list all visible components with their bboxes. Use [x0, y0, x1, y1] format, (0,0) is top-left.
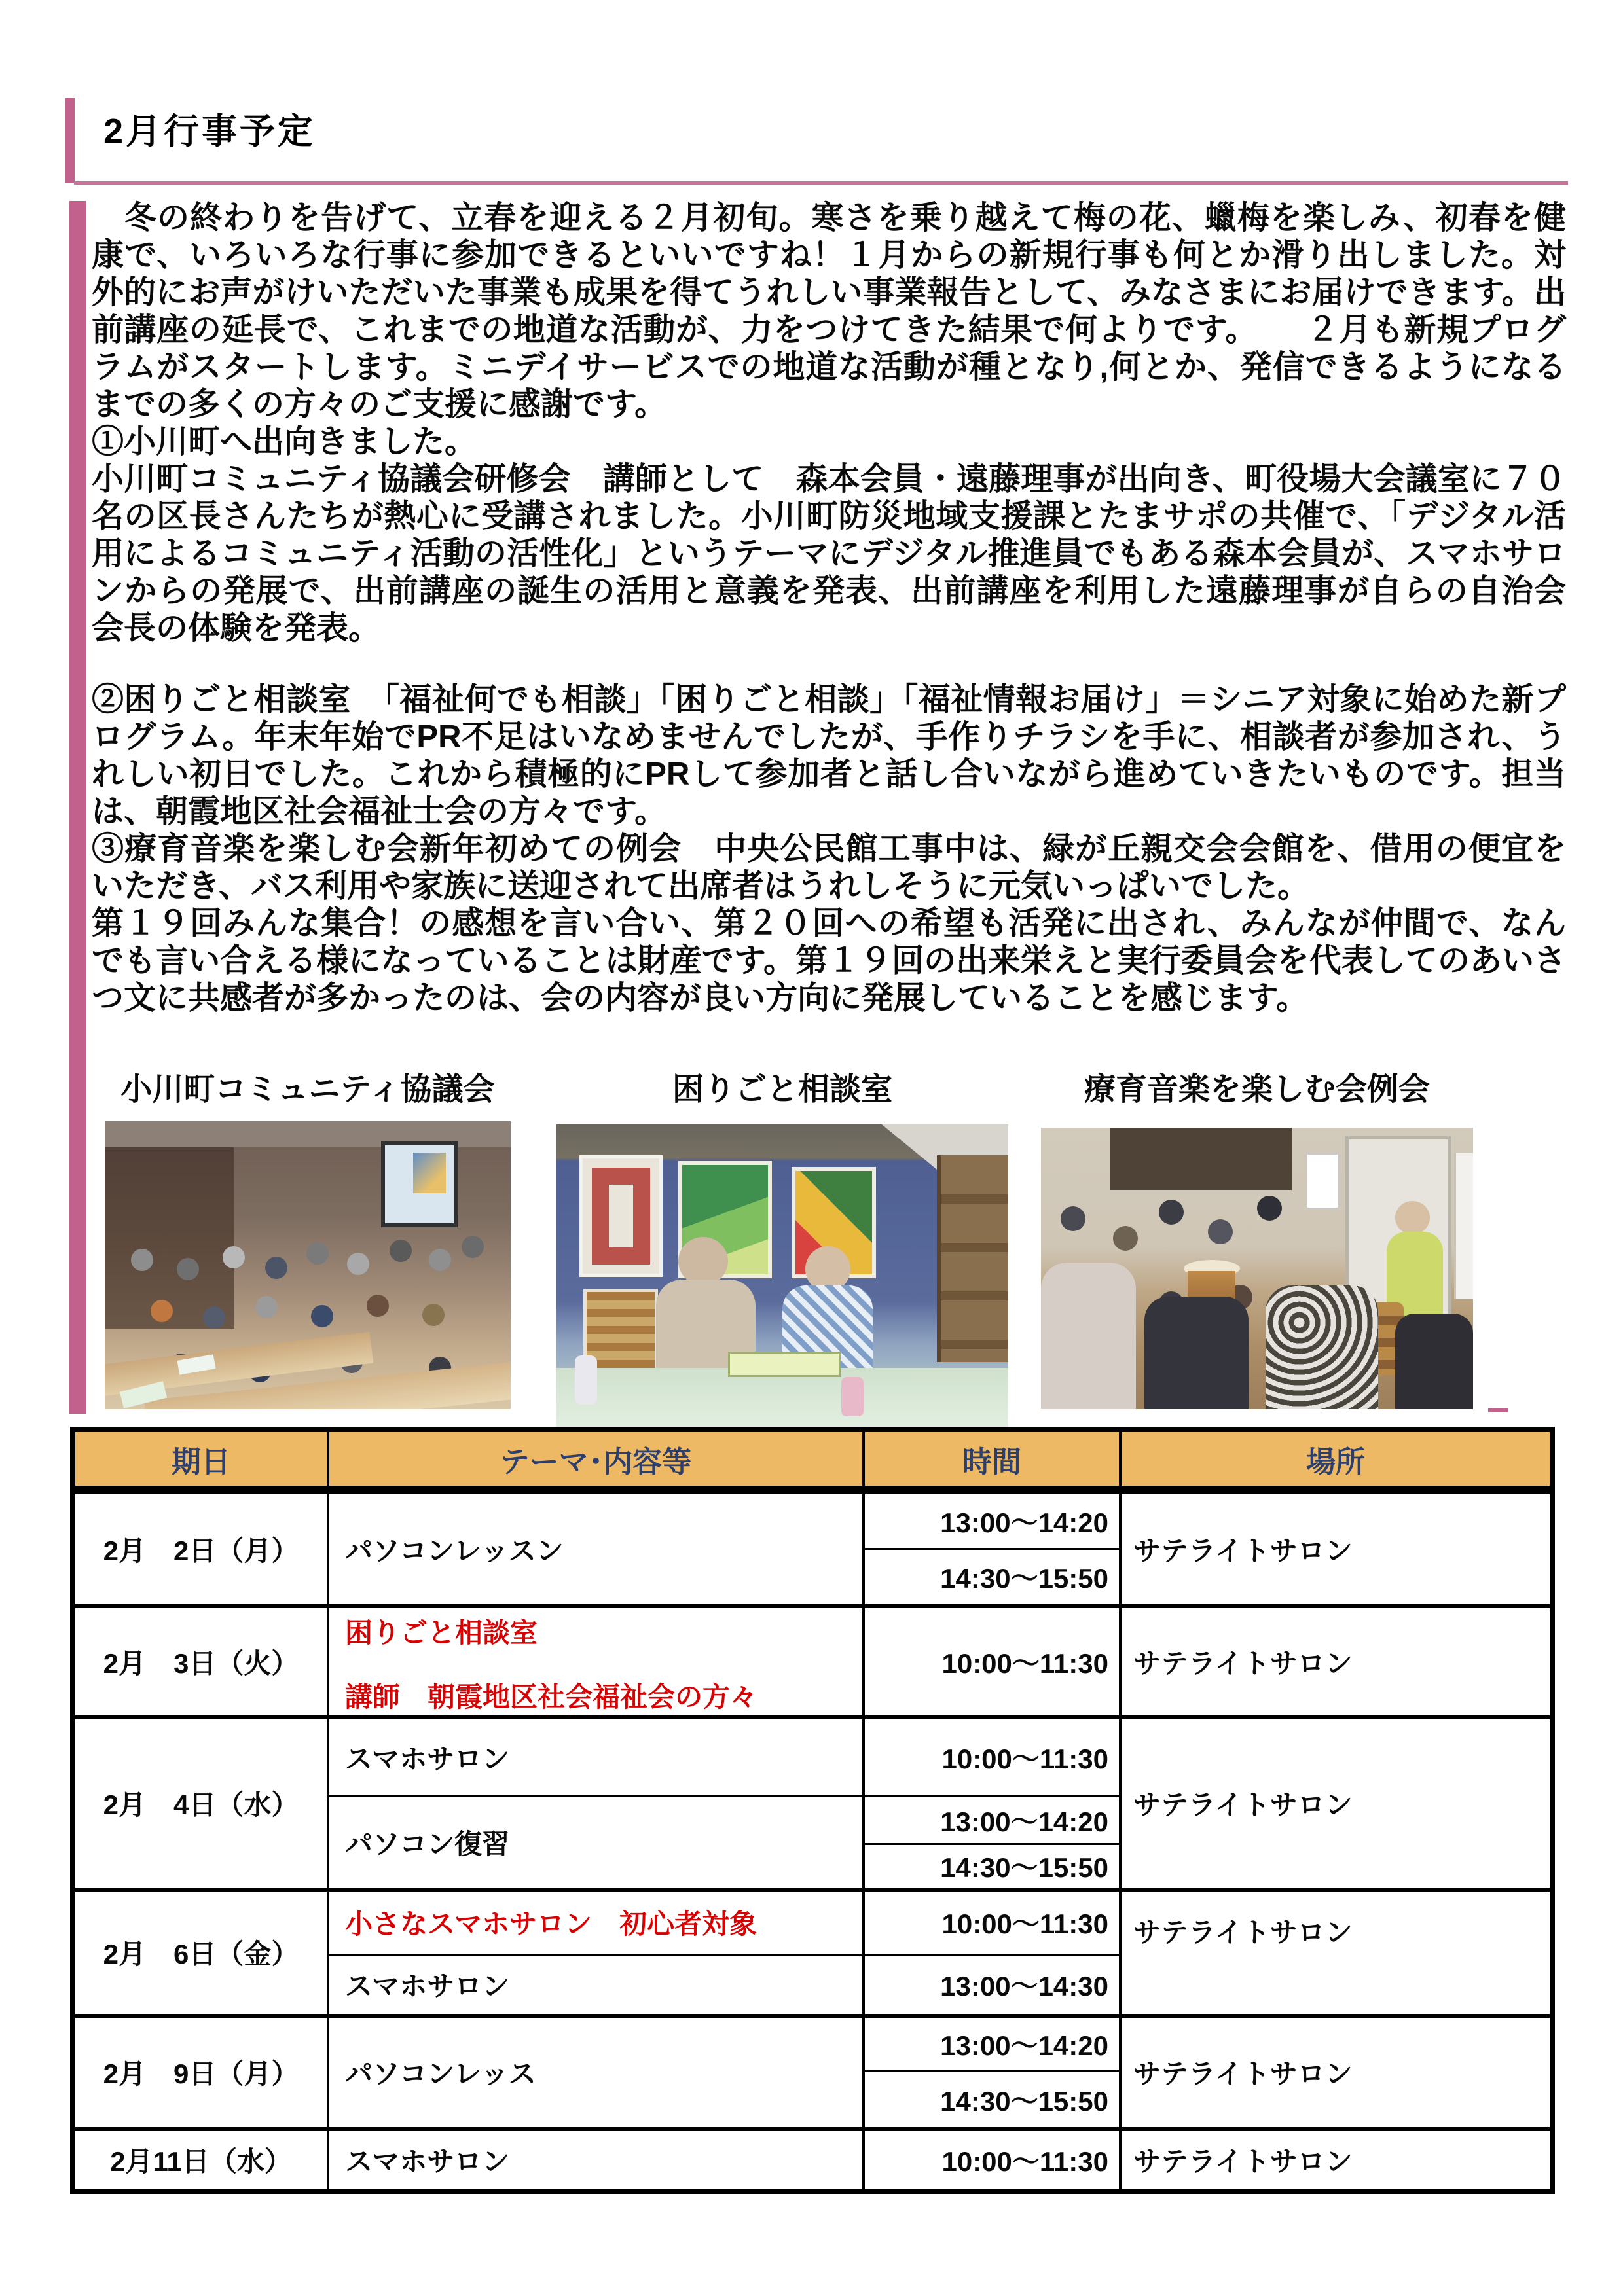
photo1-decor: [105, 1121, 234, 1329]
body-text-block: [92, 200, 1566, 1017]
time-cell: 14:30～15:50: [864, 1844, 1120, 1890]
table-row: [73, 1890, 1552, 1955]
photo2-decor: [841, 1377, 864, 1416]
theme-cell: パソコン復習: [328, 1797, 864, 1890]
time-cell: 13:00～14:20: [864, 1797, 1120, 1844]
photo-ogawamachi-lecture: [105, 1121, 511, 1409]
paragraph-item3a: ③療育音楽を楽しむ会新年初めての例会 中央公民館工事中は、緑が丘親交会会館を、借用の便宜をいただき、バス利用や家族に送迎されて出席者はうれしそうに元気いっぱいでした。: [92, 831, 1566, 904]
time-cell: 13:00～14:30: [864, 1955, 1120, 2016]
place-cell: サテライトサロン: [1120, 1490, 1552, 1606]
date-cell: 2月 6日（金）: [73, 1890, 328, 2016]
date-cell: 2月 2日（月）: [73, 1490, 328, 1606]
column-header-place: 場所: [1120, 1429, 1552, 1490]
table-header-row: [73, 1429, 1552, 1490]
theme-cell: スマホサロン: [328, 1955, 864, 2016]
body-accent-bar: [69, 201, 86, 1414]
theme-cell: パソコンレッス: [328, 2016, 864, 2129]
paragraph-intro: 冬の終わりを告げて、立春を迎える２月初旬。寒さを乗り越えて梅の花、蠟梅を楽しみ、初春を健康で、いろいろな行事に参加できるといいですね！１月からの新規行事も何とか滑り出しました。対外的にお声がけいただいた事業も成果を得てうれしい事業報告として、みなさまにお届けできます。出前講座の延長で、これまでの地道な活動が、力をつけてきた結果で何よりです。 ２月も新規プログラムがスタートします。ミニデイサービスでの地道な活動が種となり,何とか、発信できるようになるまでの多くの方々のご支援に感謝です。: [92, 200, 1566, 422]
page-title: 2月行事予定: [103, 112, 316, 151]
place-cell: サテライトサロン: [1120, 1890, 1552, 2016]
photo2-decor: [937, 1155, 1009, 1362]
time-cell: 13:00～14:20: [864, 2016, 1120, 2072]
photo-caption-ryoiku: 療育音楽を楽しむ会例会: [1084, 1072, 1430, 1107]
title-accent-bar: [65, 98, 75, 183]
place-cell: サテライトサロン: [1120, 1606, 1552, 1717]
photo3-decor: [1306, 1153, 1339, 1210]
title-underline-rule: [74, 181, 1568, 185]
place-cell: サテライトサロン: [1120, 1717, 1552, 1890]
table-row: [73, 1717, 1552, 1797]
photo2-decor: [728, 1352, 841, 1377]
time-cell: 10:00～11:30: [864, 2129, 1120, 2191]
time-cell: 14:30～15:50: [864, 2072, 1120, 2129]
column-header-theme: テーマ･内容等: [328, 1429, 864, 1490]
paragraph-item1-body: 小川町コミュニティ協議会研修会 講師として 森本会員・遠藤理事が出向き、町役場大会議室に７０名の区長さんたちが熱心に受講されました。小川町防災地域支援課とたまサポの共催で、「デジタル活用によるコミュニティ活動の活性化」というテーマにデジタル推進員でもある森本会員が、スマホサロンからの発展で、出前講座の誕生の活用と意義を発表、出前講座を利用した遠藤理事が自らの自治会会長の体験を発表。: [92, 461, 1566, 646]
place-cell: サテライトサロン: [1120, 2016, 1552, 2129]
photo3-decor: [1266, 1285, 1378, 1409]
theme-cell: [328, 1606, 864, 1717]
theme-cell: パソコンレッスン: [328, 1490, 864, 1606]
paragraph-item3b: 第１９回みんな集合！の感想を言い合い、第２０回への希望も活発に出され、みんなが仲間で、なんでも言い合える様になっていることは財産です。第１９回の出来栄えと実行委員会を代表してのあいさつ文に共感者が多かったのは、会の内容が良い方向に発展していることを感じます。: [92, 906, 1566, 1016]
photo3-decor: [1041, 1263, 1136, 1409]
table-row: [73, 2129, 1552, 2191]
theme-line: 講師 朝霞地区社会福祉会の方々: [345, 1681, 758, 1712]
paragraph-item1-heading: ①小川町へ出向きました。: [92, 424, 477, 459]
photo3-decor: [1395, 1314, 1473, 1409]
photo3-decor: [1061, 1206, 1085, 1231]
photo3-decor: [1454, 1153, 1473, 1300]
time-cell: 13:00～14:20: [864, 1490, 1120, 1549]
photo3-decor: [1110, 1128, 1292, 1190]
theme-cell: スマホサロン: [328, 1717, 864, 1797]
paragraph-item2: ②困りごと相談室 「福祉何でも相談」「困りごと相談」「福祉情報お届け」＝シニア対象に始めた新プログラム。年末年始でPR不足はいなめませんでしたが、手作りチラシを手に、相談者が参加され、うれしい初日でした。これから積極的にPRして参加者と話し合いながら進めていきたいものです。担当は、朝霞地区社会福祉士会の方々です。: [92, 682, 1566, 829]
photo2-decor: [575, 1355, 598, 1404]
date-cell: 2月 9日（月）: [73, 2016, 328, 2129]
time-cell: 10:00～11:30: [864, 1717, 1120, 1797]
time-cell: 10:00～11:30: [864, 1890, 1120, 1955]
place-cell: サテライトサロン: [1120, 2129, 1552, 2191]
time-cell: 10:00～11:30: [864, 1606, 1120, 1717]
date-cell: 2月11日（水）: [73, 2129, 328, 2191]
photo2-decor: [805, 1246, 850, 1292]
table-row: [73, 1490, 1552, 1549]
date-cell: 2月 4日（水）: [73, 1717, 328, 1890]
theme-line: 困りごと相談室: [345, 1617, 538, 1648]
table-row: [73, 2016, 1552, 2072]
photo-caption-komarigoto: 困りごと相談室: [672, 1072, 892, 1107]
photo-soudan-room: [556, 1124, 1008, 1429]
photo2-decor: [579, 1155, 663, 1278]
photo-drum-circle: [1041, 1128, 1473, 1409]
photo3-decor: [1144, 1297, 1248, 1409]
date-cell: 2月 3日（火）: [73, 1606, 328, 1717]
column-header-date: 期日: [73, 1429, 328, 1490]
photo-caption-ogawamachi: 小川町コミュニティ協議会: [120, 1072, 495, 1107]
theme-cell: 小さなスマホサロン 初心者対象: [328, 1890, 864, 1955]
schedule-table: [70, 1427, 1555, 2194]
pink-dash-mark: [1488, 1408, 1508, 1412]
theme-cell: スマホサロン: [328, 2129, 864, 2191]
table-row: [73, 1606, 1552, 1717]
photo1-decor: [131, 1249, 153, 1271]
photo3-decor: [1395, 1201, 1430, 1235]
photo1-decor: [413, 1153, 446, 1193]
photo2-decor: [678, 1237, 728, 1285]
column-header-time: 時間: [864, 1429, 1120, 1490]
time-cell: 14:30～15:50: [864, 1549, 1120, 1606]
